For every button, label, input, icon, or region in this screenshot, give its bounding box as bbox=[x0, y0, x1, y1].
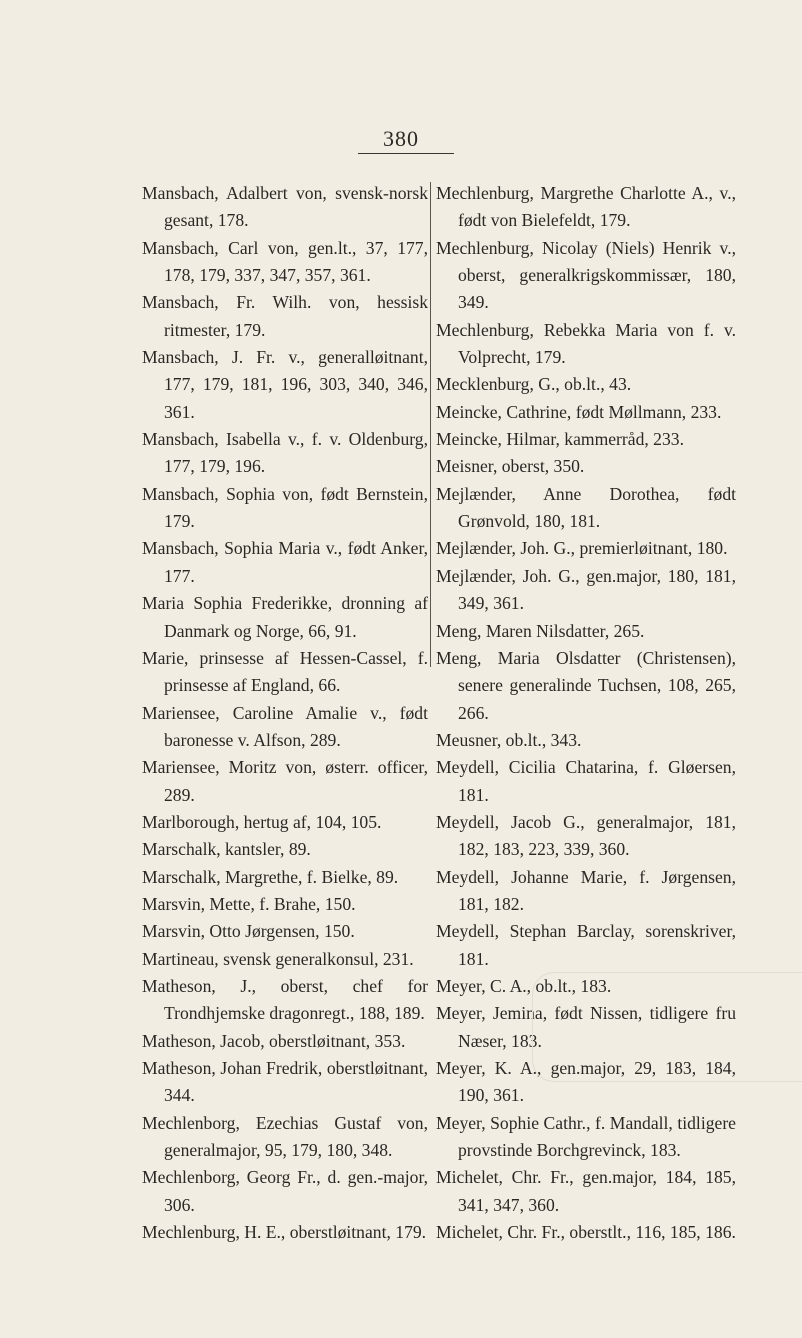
index-entry: Meyer, K. A., gen.major, 29, 183, 184, 190, 361. bbox=[436, 1058, 736, 1106]
index-entry: Martineau, svensk generalkonsul, 231. bbox=[142, 948, 414, 969]
index-entry: Mariensee, Moritz von, østerr. officer, 289. bbox=[142, 757, 428, 805]
index-entry: Mansbach, Fr. Wilh. von, hessisk ritmester, 179. bbox=[142, 292, 428, 340]
index-entry: Mansbach, Carl von, gen.lt., 37, 177, 178, 179, 337, 347, 357, 361. bbox=[142, 237, 428, 286]
index-entry: Mejlænder, Anne Dorothea, født Grønvold, 180, 181. bbox=[436, 483, 736, 532]
index-entry: Mariensee, Caroline Amalie v., født baronesse v. Alfson, 289. bbox=[142, 702, 428, 750]
index-entry: Meincke, Hilmar, kammerråd, 233. bbox=[436, 429, 684, 450]
index-entry: Mechlenborg, Georg Fr., d. gen.-major, 306. bbox=[142, 1167, 428, 1215]
index-entry: Marschalk, Margrethe, f. Bielke, 89. bbox=[142, 866, 399, 887]
index-entry: Meyer, Jemina, født Nissen, tidligere fru Næser, 183. bbox=[436, 1003, 736, 1051]
index-entry: Meydell, Stephan Barclay, sorenskriver, 181. bbox=[436, 921, 736, 969]
index-column-right bbox=[436, 180, 736, 1246]
index-entry: Mejlænder, Joh. G., gen.major, 180, 181, 349, 361. bbox=[436, 565, 736, 614]
index-entry: Maria Sophia Frederikke, dronning af Danmark og Norge, 66, 91. bbox=[142, 593, 428, 641]
index-entry: Mechlenburg, Rebekka Maria von f. v. Volprecht, 179. bbox=[436, 319, 736, 368]
page-number: 380 bbox=[383, 126, 419, 151]
index-entry: Meydell, Cicilia Chatarina, f. Gløersen, 181. bbox=[436, 757, 736, 805]
index-entry: Meisner, oberst, 350. bbox=[436, 456, 585, 477]
index-entry: Meng, Maria Olsdatter (Christensen), senere generalinde Tuchsen, 108, 265, 266. bbox=[436, 647, 736, 723]
index-entry: Marlborough, hertug af, 104, 105. bbox=[142, 811, 382, 832]
index-entry: Matheson, Jacob, oberstløitnant, 353. bbox=[142, 1030, 406, 1051]
index-entry: Marschalk, kantsler, 89. bbox=[142, 839, 311, 860]
index-entry: Meydell, Jacob G., generalmajor, 181, 182, 183, 223, 339, 360. bbox=[436, 811, 736, 860]
page-number-rule bbox=[358, 153, 454, 154]
index-entry: Mansbach, Sophia Maria v., født Anker, 177. bbox=[142, 538, 428, 586]
index-entry: Meyer, Sophie Cathr., f. Mandall, tidligere provstinde Borchgrevinck, 183. bbox=[436, 1112, 736, 1161]
index-entry: Mansbach, Sophia von, født Bernstein, 179. bbox=[142, 483, 428, 532]
index-entry: Marsvin, Mette, f. Brahe, 150. bbox=[142, 893, 356, 914]
index-entry: Mechlenborg, Ezechias Gustaf von, generalmajor, 95, 179, 180, 348. bbox=[142, 1112, 428, 1161]
index-entry: Mejlænder, Joh. G., premierløitnant, 180. bbox=[436, 538, 728, 559]
index-entry: Michelet, Chr. Fr., gen.major, 184, 185, 341, 347, 360. bbox=[436, 1167, 736, 1215]
column-divider bbox=[430, 182, 431, 667]
index-entry: Marie, prinsesse af Hessen-Cassel, f. prinsesse af England, 66. bbox=[142, 647, 428, 696]
index-entry: Mansbach, J. Fr. v., generalløitnant, 177, 179, 181, 196, 303, 340, 346, 361. bbox=[142, 347, 428, 422]
index-entry: Meusner, ob.lt., 343. bbox=[436, 729, 582, 750]
index-entry: Matheson, Johan Fredrik, oberstløitnant, 344. bbox=[142, 1058, 428, 1106]
index-entry: Meng, Maren Nilsdatter, 265. bbox=[436, 620, 645, 641]
index-entry: Mechlenburg, Nicolay (Niels) Henrik v., oberst, generalkrigskommissær, 180, 349. bbox=[436, 237, 736, 313]
index-entry: Meyer, C. A., ob.lt., 183. bbox=[436, 975, 612, 996]
index-entry: Mecklenburg, G., ob.lt., 43. bbox=[436, 374, 632, 395]
index-entry: Mansbach, Adalbert von, svensk-norsk gesant, 178. bbox=[142, 183, 428, 231]
index-entry: Matheson, J., oberst, chef for Trondhjemske dragonregt., 188, 189. bbox=[142, 975, 428, 1024]
index-entry: Marsvin, Otto Jørgensen, 150. bbox=[142, 921, 355, 942]
index-entry: Meydell, Johanne Marie, f. Jørgensen, 181, 182. bbox=[436, 866, 736, 914]
index-entry: Michelet, Chr. Fr., oberstlt., 116, 185, 186. bbox=[436, 1222, 736, 1243]
index-entry: Mechlenburg, H. E., oberstløitnant, 179. bbox=[142, 1222, 427, 1243]
scan-artifact bbox=[532, 972, 802, 1082]
index-entry: Mansbach, Isabella v., f. v. Oldenburg, 177, 179, 196. bbox=[142, 429, 428, 477]
index-entry: Mechlenburg, Margrethe Charlotte A., v., født von Bielefeldt, 179. bbox=[436, 183, 736, 231]
index-column-left bbox=[142, 180, 428, 1246]
index-entry: Meincke, Cathrine, født Møllmann, 233. bbox=[436, 401, 722, 422]
